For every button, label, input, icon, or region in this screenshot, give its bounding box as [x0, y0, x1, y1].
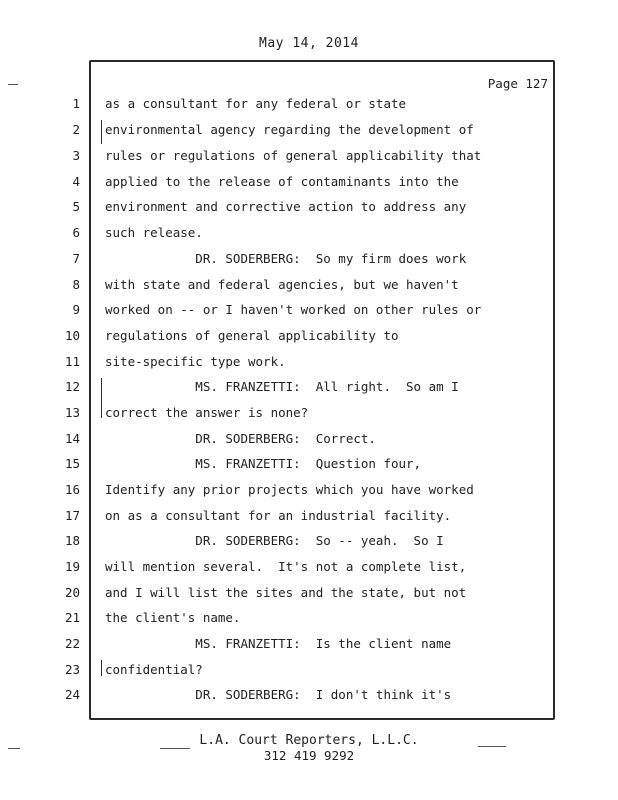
transcript-line: on as a consultant for an industrial facility.: [105, 508, 452, 523]
transcript-line: Identify any prior projects which you have worked: [105, 482, 474, 497]
transcript-line: MS. FRANZETTI: Question four,: [105, 456, 422, 471]
transcript-line: environmental agency regarding the development of: [105, 122, 474, 137]
transcript-line: and I will list the sites and the state, but not: [105, 585, 467, 600]
line-number: 24: [64, 687, 80, 702]
transcript-line: such release.: [105, 225, 203, 240]
transcript-line: environment and corrective action to address any: [105, 199, 467, 214]
line-number: 7: [72, 251, 80, 266]
line-number: 4: [72, 174, 80, 189]
transcript-line: MS. FRANZETTI: All right. So am I: [105, 379, 459, 394]
transcript-line: as a consultant for any federal or state: [105, 96, 407, 111]
transcript-line: confidential?: [105, 662, 203, 677]
transcript-date: May 14, 2014: [259, 36, 359, 51]
transcript-line: with state and federal agencies, but we haven't: [105, 277, 459, 292]
court-reporter-phone: 312 419 9292: [263, 748, 355, 763]
transcript-line: DR. SODERBERG: I don't think it's: [105, 687, 452, 702]
margin-mark: [101, 660, 102, 676]
margin-mark: [101, 120, 102, 144]
transcript-line: DR. SODERBERG: So -- yeah. So I: [105, 533, 444, 548]
line-number: 23: [64, 662, 80, 677]
page-number: Page 127: [487, 76, 548, 91]
line-number: 11: [64, 354, 80, 369]
line-number: 9: [72, 302, 80, 317]
transcript-line: will mention several. It's not a complete list,: [105, 559, 467, 574]
margin-mark: [101, 378, 102, 418]
line-number: 20: [64, 585, 80, 600]
transcript-line: applied to the release of contaminants into the: [105, 174, 459, 189]
transcript-line: rules or regulations of general applicability that: [105, 148, 482, 163]
transcript-line: worked on -- or I haven't worked on other rules or: [105, 302, 482, 317]
line-number: 18: [64, 533, 80, 548]
line-number: 17: [64, 508, 80, 523]
transcript-line: site-specific type work.: [105, 354, 286, 369]
transcript-line: the client's name.: [105, 610, 241, 625]
line-number: 14: [64, 431, 80, 446]
line-number: 13: [64, 405, 80, 420]
court-reporter-name: L.A. Court Reporters, L.L.C.: [199, 733, 419, 748]
scan-speck: [8, 84, 18, 85]
line-number: 5: [72, 199, 80, 214]
line-number: 3: [72, 148, 80, 163]
line-number: 22: [64, 636, 80, 651]
line-number: 2: [72, 122, 80, 137]
line-number: 16: [64, 482, 80, 497]
line-number: 12: [64, 379, 80, 394]
line-number: 10: [64, 328, 80, 343]
line-number: 1: [72, 96, 80, 111]
transcript-line: DR. SODERBERG: Correct.: [105, 431, 376, 446]
line-number: 15: [64, 456, 80, 471]
transcript-line: regulations of general applicability to: [105, 328, 399, 343]
line-number: 6: [72, 225, 80, 240]
transcript-line: correct the answer is none?: [105, 405, 309, 420]
transcript-line: MS. FRANZETTI: Is the client name: [105, 636, 452, 651]
transcript-line: DR. SODERBERG: So my firm does work: [105, 251, 467, 266]
line-number: 8: [72, 277, 80, 292]
line-number: 19: [64, 559, 80, 574]
line-number: 21: [64, 610, 80, 625]
